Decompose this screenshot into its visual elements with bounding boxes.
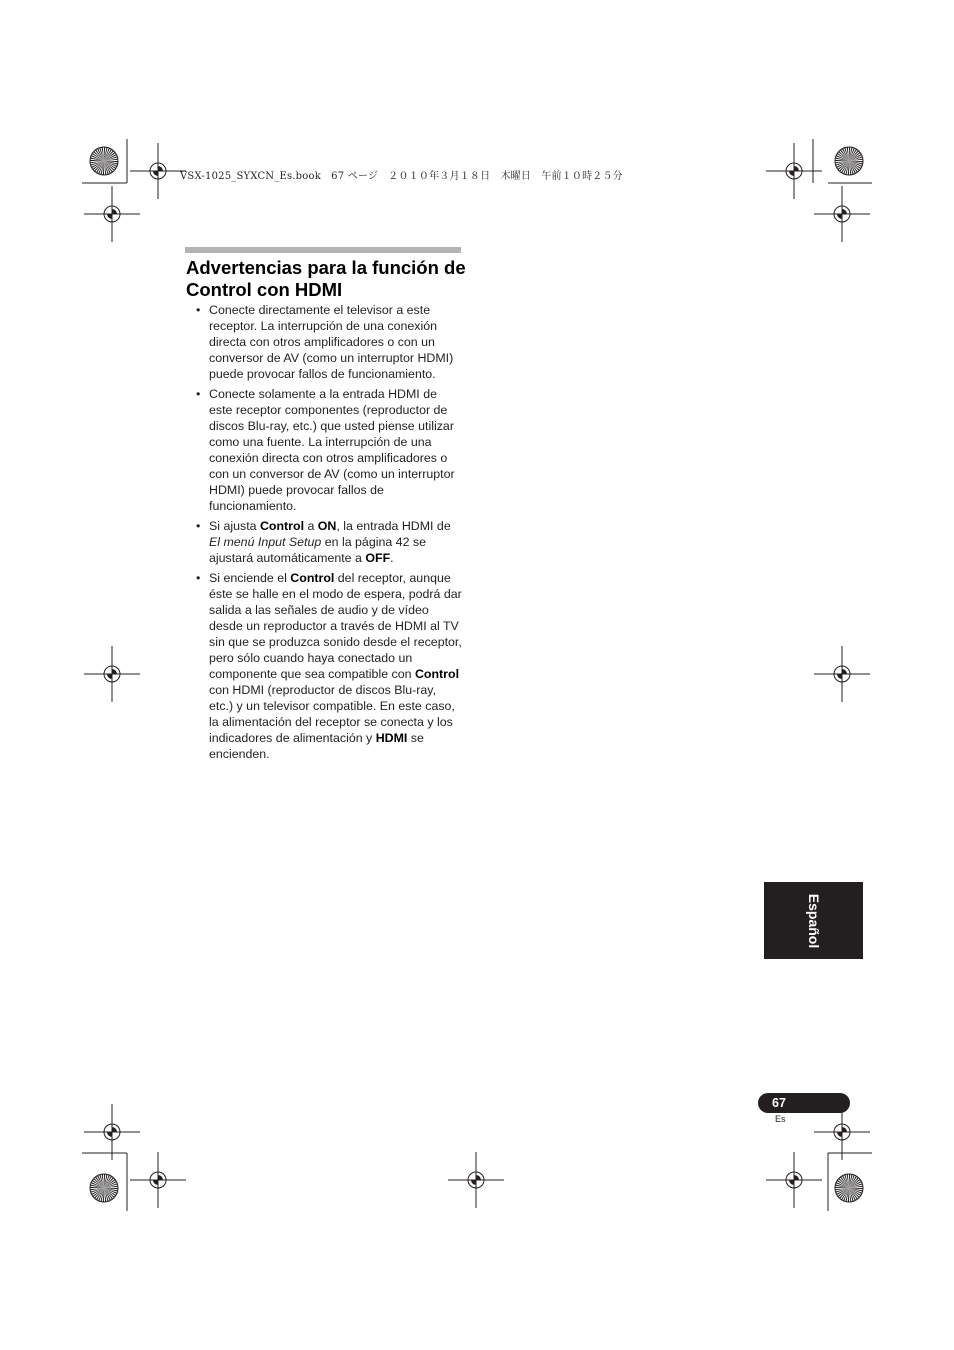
setting-value: ON <box>317 519 337 533</box>
page-language-code: Es <box>775 1114 786 1124</box>
list-item: • Si enciende el Control del receptor, aunque éste se halle en el modo de espera, podrá dar salida a las señales de audio y de vídeo desde un reproductor a través de HDMI al TV sin que se produzca sonido desde el receptor, pero sólo cuando haya conectado un componente que sea compatible con Control con HDMI (reproductor de discos Blu-ray, etc.) y un televisor compatible. En este caso, la alimentación del receptor se conecta y los indicadores de alimentación y HDMI se encienden. <box>196 570 462 762</box>
list-item: • Conecte solamente a la entrada HDMI de este receptor componentes (reproductor de discos Blu-ray, etc.) que usted piense utilizar como una fuente. La interrupción de una conexión directa con otros amplificadores o con un conversor de AV (como un interruptor HDMI) puede provocar fallos de funcionamiento. <box>196 386 462 514</box>
warning-list <box>196 302 462 766</box>
registration-target-icon <box>814 186 870 242</box>
setting-value: OFF <box>365 551 391 565</box>
setting-name: Control <box>259 519 305 533</box>
starburst-target-icon <box>835 1174 863 1202</box>
setting-name: Control <box>290 571 335 585</box>
registration-target-icon <box>766 1152 822 1208</box>
registration-target-icon <box>814 646 870 702</box>
indicator-name: HDMI <box>375 731 408 745</box>
registration-target-icon <box>84 646 140 702</box>
menu-reference: El menú Input Setup <box>209 535 322 549</box>
registration-target-icon <box>130 143 186 199</box>
print-file-header: VSX-1025_SYXCN_Es.book 67 ページ ２０１０年３月１８日 木曜日 午前１０時２５分 <box>180 171 623 182</box>
section-rule <box>185 247 461 253</box>
registration-target-icon <box>130 1152 186 1208</box>
section-title: Advertencias para la función de Control con HDMI <box>186 257 466 300</box>
registration-target-icon <box>84 1104 140 1160</box>
starburst-target-icon <box>90 1174 118 1202</box>
language-tab-label: Español <box>805 893 822 948</box>
language-side-tab <box>764 882 863 959</box>
starburst-target-icon <box>90 147 118 175</box>
list-item: • Conecte directamente el televisor a este receptor. La interrupción de una conexión directa con otros amplificadores o con un conversor de AV (como un interruptor HDMI) puede provocar fallos de funcionamiento. <box>196 302 462 382</box>
registration-target-icon <box>84 186 140 242</box>
starburst-target-icon <box>835 147 863 175</box>
registration-target-icon <box>766 143 822 199</box>
registration-target-icon <box>448 1152 504 1208</box>
list-item: • Si ajusta Control a ON, la entrada HDMI de El menú Input Setup en la página 42 se ajustará automáticamente a OFF. <box>196 518 462 566</box>
page-number-badge: 67 <box>758 1093 850 1113</box>
setting-name: Control <box>414 667 460 681</box>
